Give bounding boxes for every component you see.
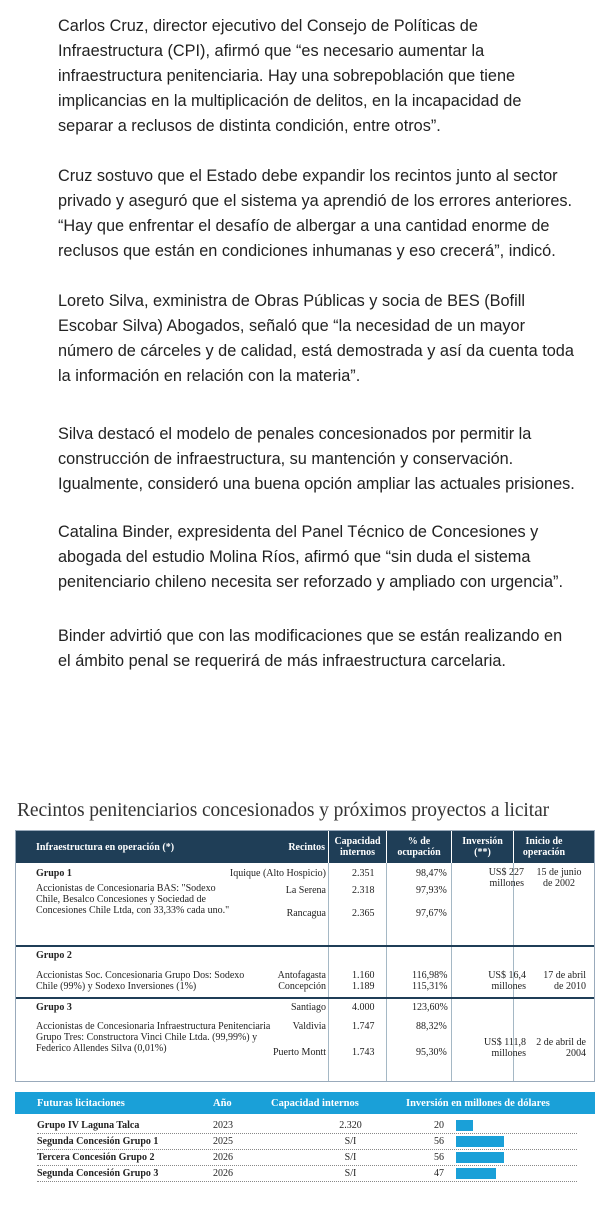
article-paragraph: Carlos Cruz, director ejecutivo del Consejo de Políticas de Infraestructura (CPI), afirmó que “es necesario aumentar la infraestructura penitenciaria. Hay una sobrepoblación que tiene implicancias en la multiplicación de delitos, en la incapacidad de separar a reclusos de distinta condición, entre otros”.: [58, 17, 522, 135]
capacidad-value: 2.365: [352, 908, 375, 919]
ocupacion-value: 88,32%: [416, 1021, 447, 1032]
future-name: Grupo IV Laguna Talca: [37, 1120, 140, 1131]
investment-bar: [456, 1136, 504, 1147]
future-row: [37, 1118, 577, 1134]
capacidad-value: 2.318: [352, 885, 375, 896]
capacidad-value: 1.160: [352, 970, 375, 981]
header-capacidad: Capacidad internos: [328, 831, 386, 863]
future-investment: [418, 1136, 504, 1147]
inversion-value: US$ 16,4 millones: [488, 970, 526, 992]
group-owners: Accionistas Soc. Concesionaria Grupo Dos: Sodexo Chile (99%) y Sodexo Inversiones (1%): [36, 970, 245, 992]
group-3: [16, 997, 594, 1081]
future-header: [15, 1092, 595, 1114]
article-paragraph: Loreto Silva, exministra de Obras Públicas y socia de BES (Bofill Escobar Silva) Abogados, señaló que “la necesidad de un mayor número de cárceles y de calidad, está demostrada y así da cuenta toda la información en relación con la materia”.: [58, 292, 574, 385]
article-paragraph: Binder advirtió que con las modificaciones que se están realizando en el ámbito penal se requerirá de más infraestructura carcelaria.: [58, 627, 563, 670]
future-tenders-table: [15, 1092, 595, 1185]
future-header-investment: Inversión en millones de dólares: [406, 1097, 550, 1109]
recinto: Rancagua: [286, 908, 326, 919]
investment-value: 56: [434, 1152, 444, 1163]
recinto: Iquique (Alto Hospicio): [229, 868, 326, 879]
ocupacion-value: 97,67%: [416, 908, 447, 919]
future-header-capacity: Capacidad internos: [271, 1097, 359, 1109]
future-header-name: Futuras licitaciones: [37, 1097, 125, 1109]
future-year: 2023: [213, 1120, 233, 1131]
future-row: [37, 1166, 577, 1182]
future-header-year: Año: [213, 1097, 232, 1109]
inversion-value: US$ 111,8 millones: [483, 1037, 526, 1059]
future-investment: [418, 1152, 504, 1163]
recinto: Concepción: [278, 981, 326, 992]
future-rows: [15, 1114, 595, 1185]
investment-bar: [456, 1168, 496, 1179]
future-year: 2026: [213, 1168, 233, 1179]
table-header: [16, 831, 594, 863]
future-year: 2025: [213, 1136, 233, 1147]
ocupacion-value: 115,31%: [412, 981, 448, 992]
header-infra-cell: [16, 831, 328, 863]
future-investment: [418, 1168, 496, 1179]
investment-value: 56: [434, 1136, 444, 1147]
future-name: Segunda Concesión Grupo 3: [37, 1168, 159, 1179]
group-2: [16, 945, 594, 997]
inicio-value: 17 de abril de 2010: [543, 970, 586, 992]
infographic-title: Recintos penitenciarios concesionados y próximos proyectos a licitar: [17, 800, 550, 821]
header-ocupacion: % de ocupación: [386, 831, 451, 863]
capacidad-value: 1.747: [352, 1021, 375, 1032]
group-name: Grupo 3: [36, 1002, 72, 1013]
investment-bar: [456, 1152, 504, 1163]
group-1: [16, 863, 594, 945]
article-paragraph: Cruz sostuvo que el Estado debe expandir los recintos junto al sector privado y aseguró que el sistema ya aprendió de los errores anteriores. “Hay que enfrentar el desafío de albergar a una cantidad enorme de reclusos que están en condiciones inhumanas y eso crecerá”, indicó.: [58, 167, 573, 260]
future-name: Segunda Concesión Grupo 1: [37, 1136, 159, 1147]
capacidad-value: 1.189: [352, 981, 375, 992]
recinto: La Serena: [285, 885, 326, 896]
future-year: 2026: [213, 1152, 233, 1163]
investment-bar: [456, 1120, 473, 1131]
inicio-value: 2 de abril de 2004: [536, 1037, 586, 1059]
investment-value: 47: [434, 1168, 444, 1179]
header-recintos: Recintos: [288, 841, 325, 853]
recinto: Antofagasta: [277, 970, 326, 981]
group-name: Grupo 2: [36, 950, 72, 961]
article-paragraph: Catalina Binder, expresidenta del Panel Técnico de Concesiones y abogada del estudio Molina Ríos, afirmó que “sin duda el sistema penitenciario chileno necesita ser reforzado y ampliado con urgencia”.: [58, 523, 564, 591]
ocupacion-value: 123,60%: [412, 1002, 448, 1013]
capacidad-value: 1.743: [352, 1047, 375, 1058]
inicio-value: 15 de junio de 2002: [536, 867, 582, 889]
infographic: [15, 800, 595, 1185]
future-capacity: 2.320: [339, 1120, 362, 1131]
ocupacion-value: 116,98%: [412, 970, 448, 981]
group-owners: Accionistas de Concesionaria Infraestructura Penitenciaria Grupo Tres: Constructora Vinci Chile Ltda. (99,99%) y Federico Allendes Silva (0,01%): [36, 1021, 271, 1054]
header-infra: Infraestructura en operación (*): [36, 841, 175, 853]
article-paragraph: Silva destacó el modelo de penales concesionados por permitir la construcción de infraestructura, su mantención y conservación. Igualmente, consideró una buena opción ampliar las actuales prisiones.: [58, 425, 575, 493]
ocupacion-value: 97,93%: [416, 885, 447, 896]
future-capacity: S/I: [344, 1152, 357, 1163]
operating-prisons-table: [15, 830, 595, 1082]
future-capacity: S/I: [344, 1136, 357, 1147]
inversion-value: US$ 227 millones: [488, 867, 524, 889]
header-inversion: Inversión (**): [451, 831, 513, 863]
recinto: Puerto Montt: [272, 1047, 326, 1058]
future-row: [37, 1150, 577, 1166]
recinto: Santiago: [291, 1002, 326, 1013]
investment-value: 20: [434, 1120, 444, 1131]
capacidad-value: 2.351: [352, 868, 375, 879]
future-name: Tercera Concesión Grupo 2: [37, 1152, 155, 1163]
group-name: Grupo 1: [36, 868, 72, 879]
recinto: Valdivia: [292, 1021, 326, 1032]
group-owners: Accionistas de Concesionaria BAS: "Sodexo Chile, Besalco Concesiones y Sociedad de Concesiones Chile Ltda, con 33,33% cada uno.": [36, 883, 230, 916]
ocupacion-value: 98,47%: [416, 868, 447, 879]
header-inicio: Inicio de operación: [513, 831, 574, 863]
ocupacion-value: 95,30%: [416, 1047, 447, 1058]
future-capacity: S/I: [344, 1168, 357, 1179]
capacidad-value: 4.000: [352, 1002, 375, 1013]
article-body: [58, 14, 578, 699]
future-investment: [418, 1120, 473, 1131]
future-row: [37, 1134, 577, 1150]
